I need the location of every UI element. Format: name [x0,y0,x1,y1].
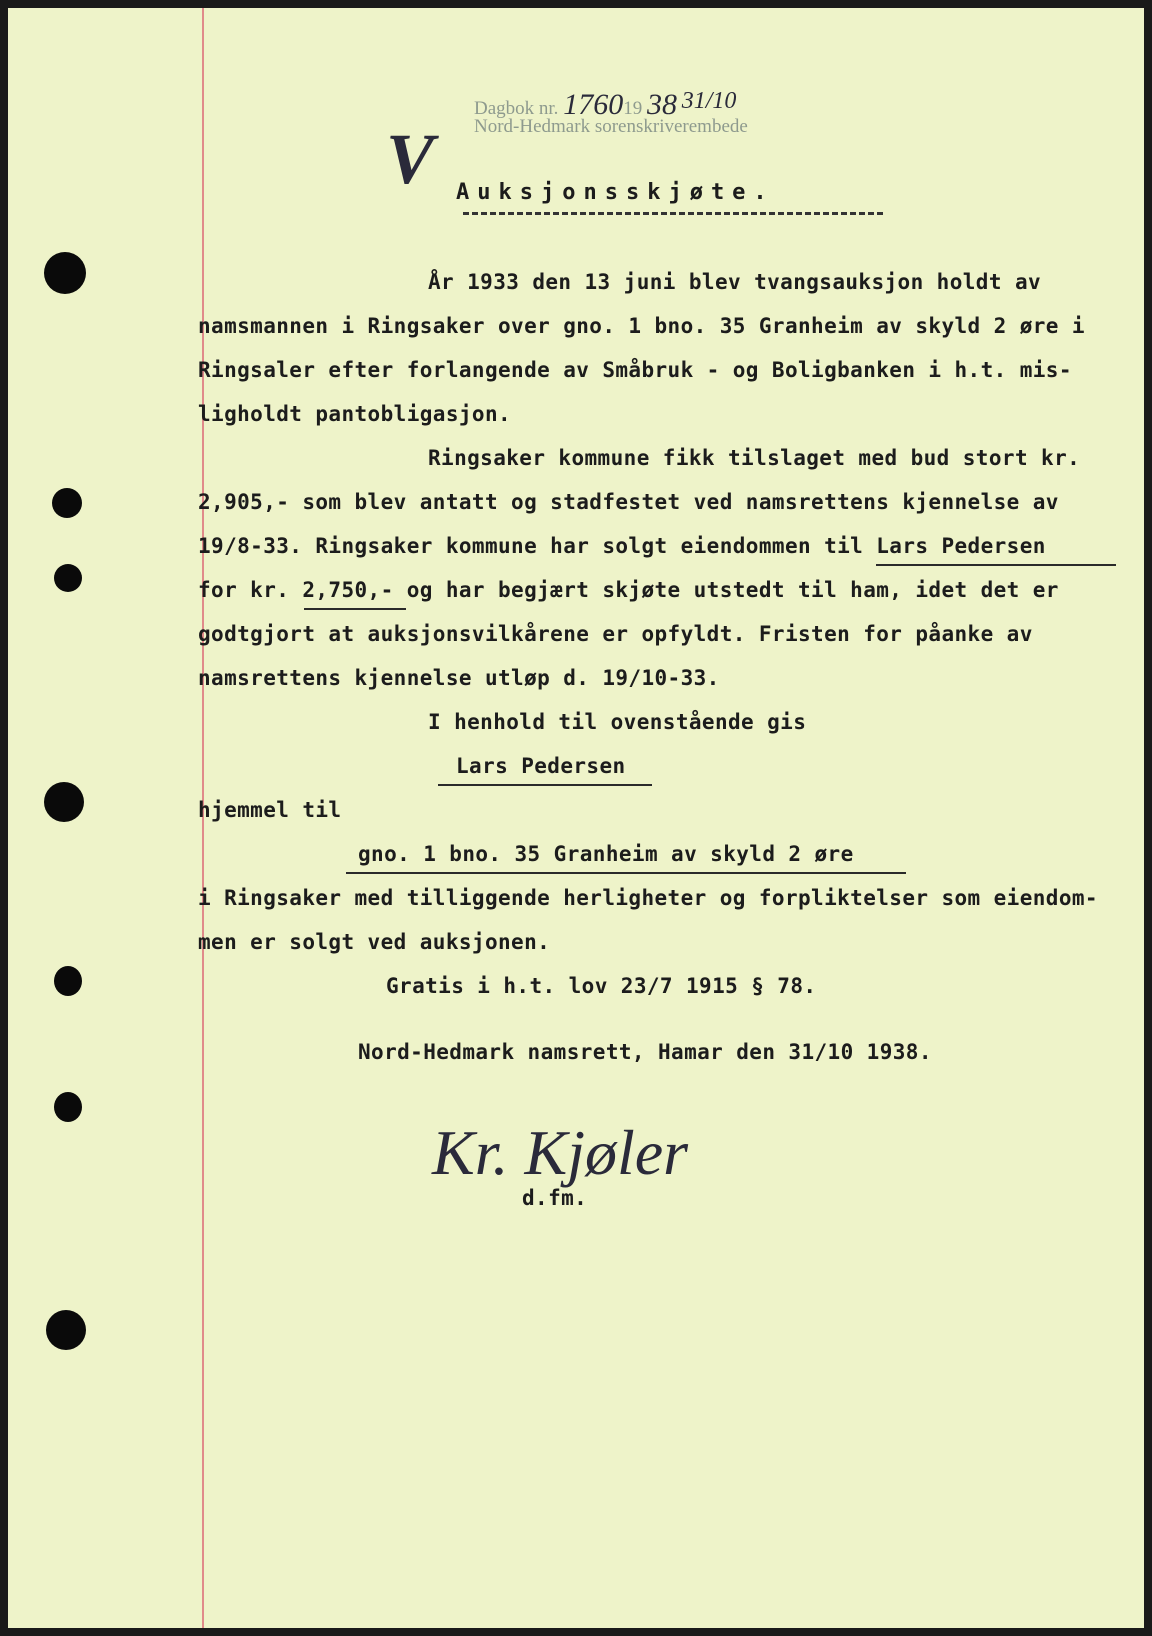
document-page [8,8,1144,1628]
year-prefix: 19 [623,98,643,119]
text-line: men er solgt ved auksjonen. [198,930,551,954]
text-line: namsmannen i Ringsaker over gno. 1 bno. 35 Granheim av skyld 2 øre i [198,314,1085,338]
punch-hole [54,564,82,592]
text-line: 2,905,- som blev antatt og stadfestet ved namsrettens kjennelse av [198,490,1059,514]
buyer-name: Lars Pedersen [456,754,626,778]
document-title: Auksjonsskjøte. [456,180,775,205]
punch-hole [46,1310,86,1350]
text-line: i Ringsaker med tilliggende herligheter og forpliktelser som eiendom- [198,886,1098,910]
text-line: godtgjort at auksjonsvilkårene er opfyldt. Fristen for påanke av [198,622,1033,646]
punch-hole [52,488,82,518]
dagbok-date: 31/10 [681,88,737,114]
buyer-underline [876,564,1116,566]
title-rule [463,212,883,215]
text-line: 19/8-33. Ringsaker kommune har solgt eiendommen til Lars Pedersen [198,534,1046,558]
court-date-line: Nord-Hedmark namsrett, Hamar den 31/10 1938. [358,1040,932,1064]
buyer-name-underline [438,784,652,786]
text-line: I henhold til ovenstående gis [428,710,807,734]
text-line: for kr. 2,750,- og har begjært skjøte utstedt til ham, idet det er [198,578,1059,602]
margin-check-mark: V [386,119,435,199]
punch-hole [44,782,84,822]
text-line: År 1933 den 13 juni blev tvangsauksjon holdt av [428,270,1042,294]
signature: Kr. Kjøler [432,1117,689,1188]
punch-hole [44,252,86,294]
text-line: Ringsaler efter forlangende av Småbruk - og Boligbanken i h.t. mis- [198,358,1072,382]
price-underline [304,608,406,610]
text-line: Gratis i h.t. lov 23/7 1915 § 78. [386,974,817,998]
punch-hole [54,1092,82,1122]
text-line: ligholdt pantobligasjon. [198,402,512,426]
signature-title: d.fm. [522,1186,588,1210]
office-stamp: Nord-Hedmark sorenskriverembede [474,116,748,137]
dagbok-year: 38 [646,88,677,121]
property-line: gno. 1 bno. 35 Granheim av skyld 2 øre [358,842,854,866]
text-line: Ringsaker kommune fikk tilslaget med bud stort kr. [428,446,1081,470]
text-line: namsrettens kjennelse utløp d. 19/10-33. [198,666,720,690]
dagbok-number: 1760 [563,88,624,121]
dagbok-label: Dagbok nr. [474,98,559,119]
text-line: hjemmel til [198,798,342,822]
property-underline [346,872,906,874]
punch-hole [54,966,82,996]
